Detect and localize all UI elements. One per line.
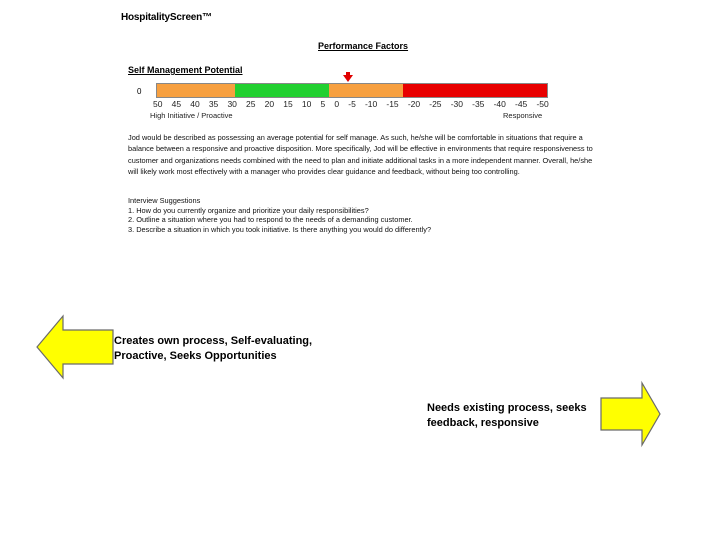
scale-tick-label: -5 <box>348 99 356 109</box>
scale-tick-label: -45 <box>515 99 528 109</box>
left-arrow-caption <box>114 334 339 364</box>
left-arrow-caption-text: Creates own process, Self-evaluating, Proactive, Seeks Opportunities <box>114 335 313 362</box>
scale-tick-label: 15 <box>283 99 293 109</box>
scale-tick-label: -30 <box>450 99 463 109</box>
scale-tick-label: -10 <box>364 99 378 109</box>
interview-heading: Interview Suggestions <box>128 196 201 205</box>
scale-tick-labels <box>153 99 549 109</box>
zero-label: 0 <box>137 87 142 96</box>
scale-tick-label: 50 <box>153 99 163 109</box>
scale-tick-label: 25 <box>246 99 256 109</box>
interview-suggestions <box>128 196 548 234</box>
right-arrow-caption-text: Needs existing process, seeks feedback, responsive <box>427 402 587 429</box>
description-paragraph: Jod would be described as possessing an average potential for self manage. As such, he/she will be comfortable in situations that require a balance between a responsive and proactive disposition. More specifically, Jod will be effective in environments that require responsiveness to customer and organizations needs combined with the need to plan and initiate additional tasks in a more independent manner. Overall, he/she will likely work most effectively with a manager who provides clear guidance and feedback, without being too controlling. <box>128 133 593 177</box>
scale-tick-label: 45 <box>171 99 182 109</box>
scale-right-end-label: Responsive <box>503 111 543 120</box>
scale-tick-label: 40 <box>190 99 200 109</box>
interview-item: 1. How do you currently organize and prioritize your daily responsibilities? <box>128 205 369 215</box>
scale-tick-label: 35 <box>208 99 219 109</box>
scale-tick-label: 20 <box>264 99 275 109</box>
interview-item: 2. Outline a situation where you had to respond to the needs of a demanding customer. <box>128 215 413 224</box>
scale-tick-label: 5 <box>320 99 326 109</box>
right-arrow-icon <box>600 381 662 447</box>
left-arrow-icon <box>35 314 115 380</box>
score-marker-icon <box>343 75 353 82</box>
scale-segment-moderate <box>329 84 403 97</box>
scale-left-end-label: High Initiative / Proactive <box>150 111 233 120</box>
right-arrow-caption <box>427 401 592 431</box>
rating-scale-bar <box>156 83 548 98</box>
section-title: Self Management Potential <box>128 65 243 75</box>
scale-tick-label: -20 <box>407 99 421 109</box>
scale-tick-label: -50 <box>536 99 549 109</box>
scale-segment-proactive <box>157 84 235 97</box>
scale-tick-label: -40 <box>493 99 506 109</box>
scale-tick-label: 30 <box>227 99 237 109</box>
scale-tick-label: -15 <box>386 99 399 109</box>
scale-tick-label: 0 <box>334 99 340 109</box>
page-title: Performance Factors <box>318 41 409 51</box>
interview-item: 3. Describe a situation in which you took initiative. Is there anything you would do differently? <box>128 224 432 234</box>
brand-logo-text: HospitalityScreen™ <box>121 12 212 23</box>
scale-segment-balanced <box>235 84 329 97</box>
scale-tick-label: -25 <box>429 99 442 109</box>
scale-segment-responsive <box>403 84 547 97</box>
scale-tick-label: 10 <box>301 99 312 109</box>
scale-tick-label: -35 <box>472 99 485 109</box>
